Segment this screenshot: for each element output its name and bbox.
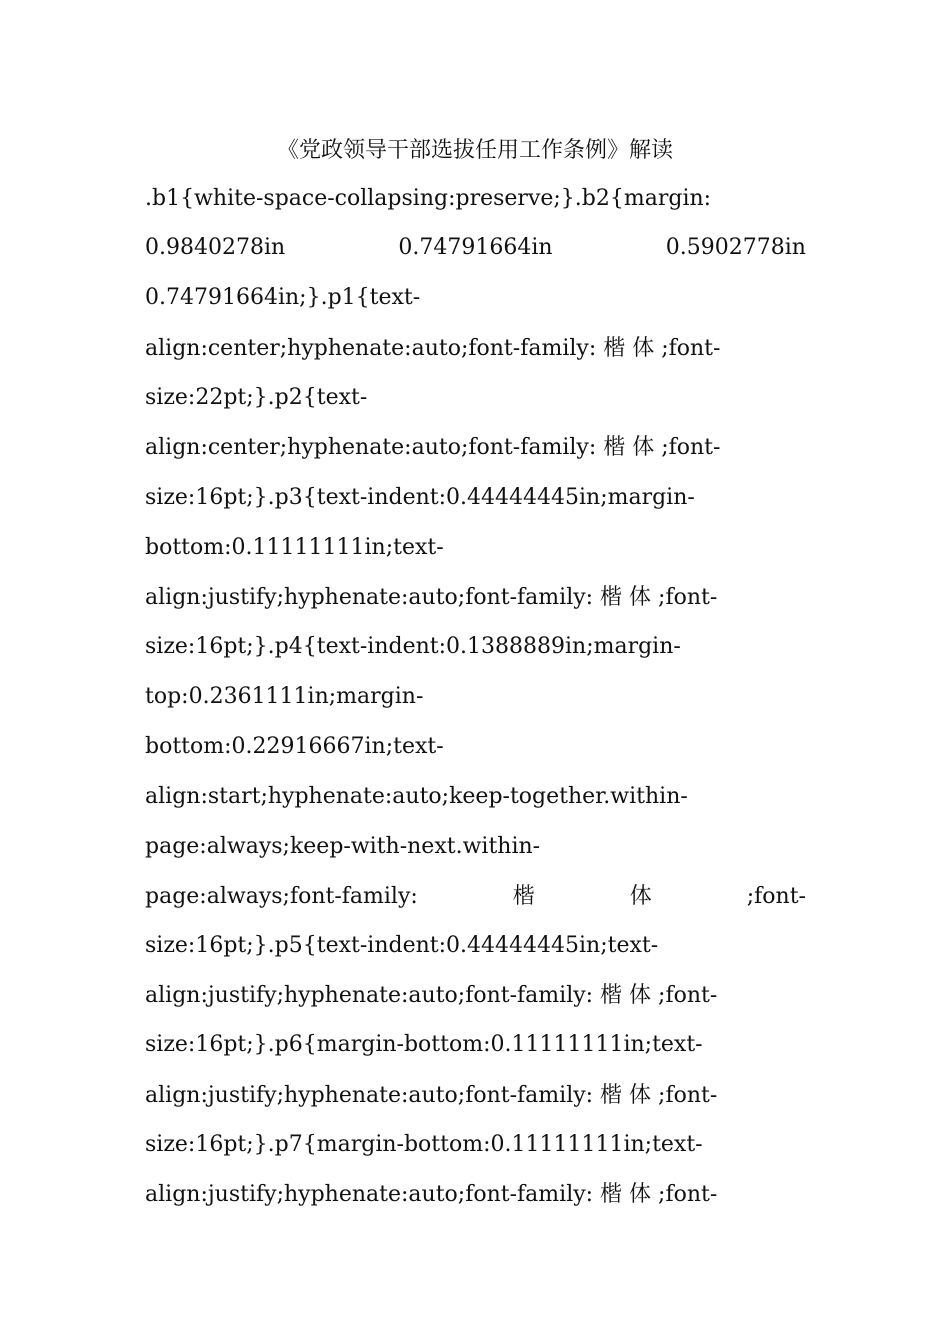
document-title: 《党政领导干部选拔任用工作条例》解读 [276, 138, 673, 163]
body-line-15-part-3: 体 [629, 884, 652, 909]
body-line-2-part-3: 0.5902778in [665, 235, 806, 260]
body-line-12: bottom:0.22916667in;text- [145, 734, 444, 759]
body-line-6: align:center;hyphenate:auto;font-family: 楷 体 ;font- [145, 435, 721, 460]
body-line-15-part-2: 楷 [512, 884, 535, 909]
body-line-13: align:start;hyphenate:auto;keep-together.within- [145, 784, 688, 809]
body-line-5: size:22pt;}.p2{text- [145, 385, 368, 410]
body-line-3: 0.74791664in;}.p1{text- [145, 285, 421, 310]
body-line-10: size:16pt;}.p4{text-indent:0.1388889in;margin- [145, 634, 681, 659]
body-line-2-part-1: 0.9840278in [145, 235, 286, 260]
body-line-17: align:justify;hyphenate:auto;font-family: 楷 体 ;font- [145, 983, 718, 1008]
body-line-20: size:16pt;}.p7{margin-bottom:0.11111111in;text- [145, 1132, 703, 1157]
body-line-11: top:0.2361111in;margin- [145, 684, 424, 709]
body-line-16: size:16pt;}.p5{text-indent:0.44444445in;text- [145, 933, 659, 958]
body-line-9: align:justify;hyphenate:auto;font-family: 楷 体 ;font- [145, 585, 718, 610]
body-line-15 [145, 879, 806, 915]
body-line-2-part-2: 0.74791664in [398, 235, 553, 260]
body-line-15-part-1: page:always;font-family: [145, 884, 418, 909]
body-line-21: align:justify;hyphenate:auto;font-family: 楷 体 ;font- [145, 1182, 718, 1207]
body-line-2 [145, 230, 806, 266]
body-line-1: .b1{white-space-collapsing:preserve;}.b2{margin: [145, 186, 712, 211]
body-line-7: size:16pt;}.p3{text-indent:0.44444445in;margin- [145, 485, 695, 510]
body-line-8: bottom:0.11111111in;text- [145, 535, 444, 560]
body-line-14: page:always;keep-with-next.within- [145, 834, 541, 859]
body-line-4: align:center;hyphenate:auto;font-family: 楷 体 ;font- [145, 336, 721, 361]
body-line-18: size:16pt;}.p6{margin-bottom:0.11111111in;text- [145, 1032, 703, 1057]
body-line-19: align:justify;hyphenate:auto;font-family: 楷 体 ;font- [145, 1083, 718, 1108]
body-line-15-part-4: ;font- [746, 884, 806, 909]
